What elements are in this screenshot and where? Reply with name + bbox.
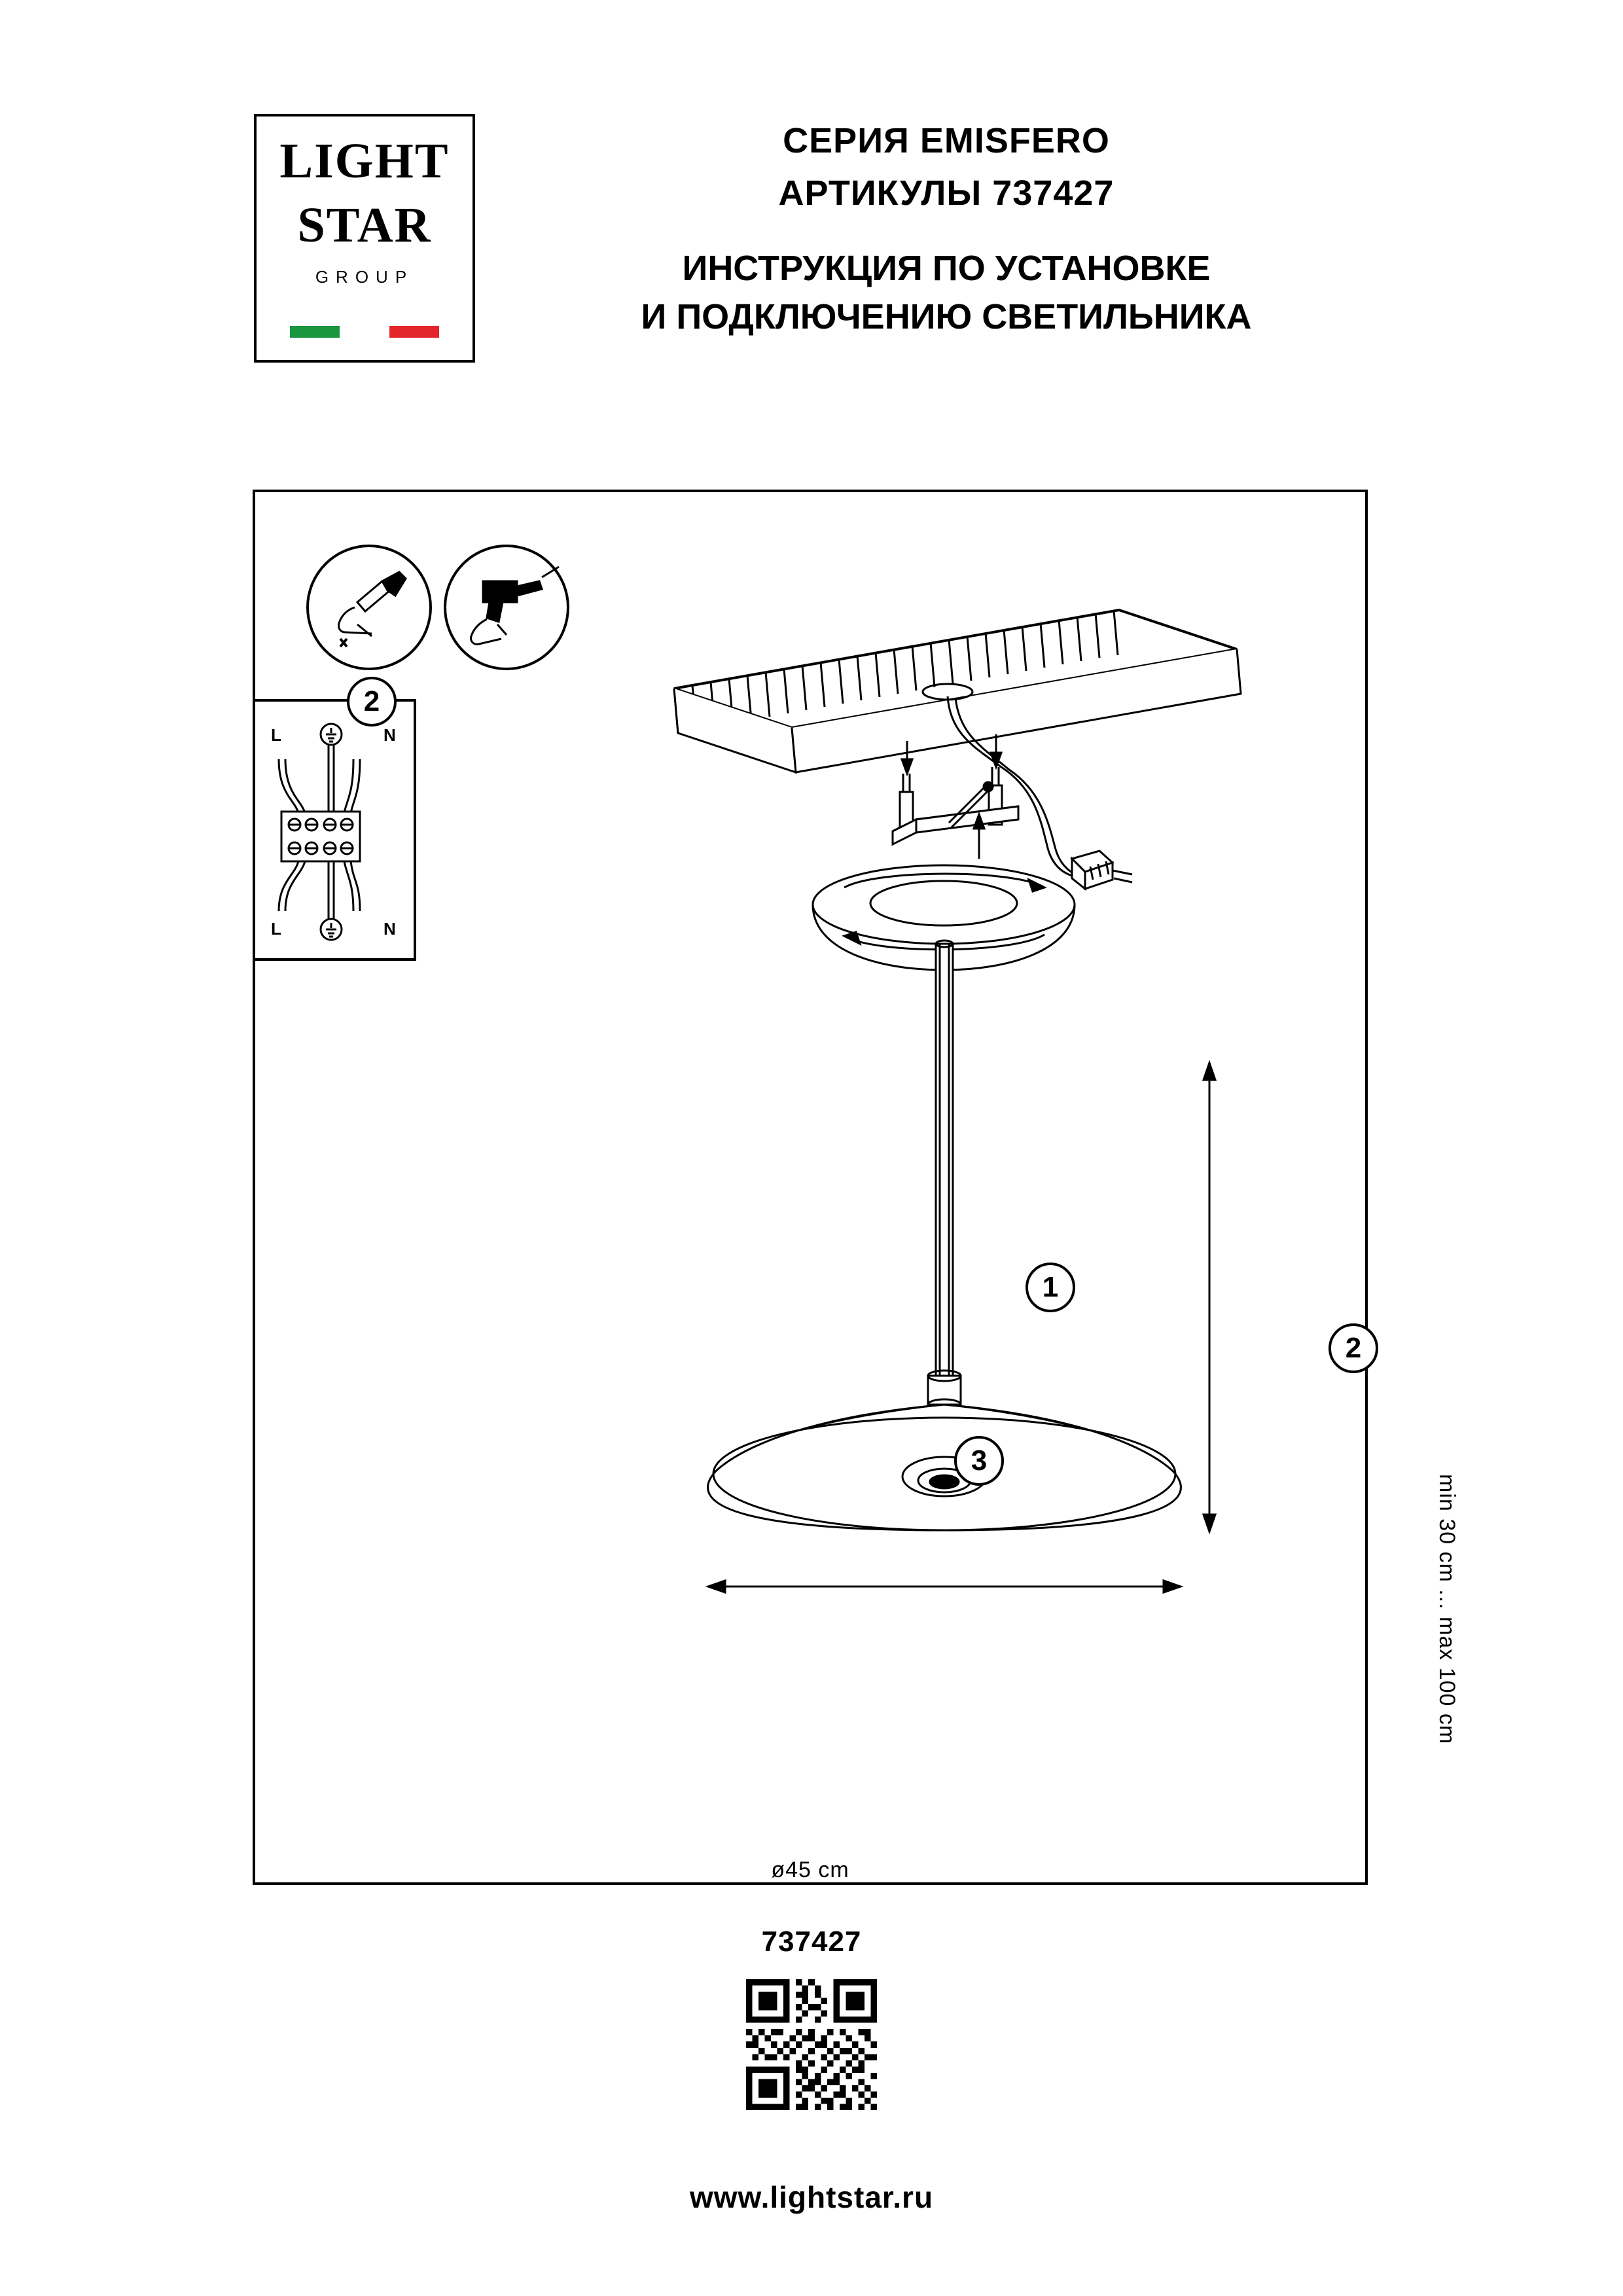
website-url[interactable]: www.lightstar.ru — [689, 2180, 934, 2214]
title-block — [475, 105, 1418, 338]
dimension-vertical-label: min 30 cm ... max 100 cm — [1435, 1474, 1459, 1745]
step-badge-1: 1 — [1026, 1263, 1075, 1312]
step-badge-3: 3 — [954, 1436, 1004, 1486]
instruction-title-line2: И ПОДКЛЮЧЕНИЮ СВЕТИЛЬНИКА — [641, 297, 1252, 337]
qr-code — [746, 1979, 877, 2110]
wiring-label-n-top: N — [383, 725, 396, 745]
wiring-step-number: 2 — [347, 677, 397, 726]
logo-text-star: STAR — [297, 198, 432, 253]
page-header — [0, 105, 1623, 406]
diagram-frame — [253, 490, 1459, 1885]
logo-text-light: LIGHT — [279, 134, 450, 188]
logo-text-group: GROUP — [315, 267, 414, 287]
article-title: АРТИКУЛЫ 737427 — [778, 173, 1115, 213]
italian-flag-icon — [290, 326, 439, 338]
wiring-label-l-top: L — [271, 725, 281, 745]
instruction-title-line1: ИНСТРУКЦИЯ ПО УСТАНОВКЕ — [682, 249, 1211, 289]
wiring-label-n-bottom: N — [383, 919, 396, 939]
series-title: СЕРИЯ EMISFERO — [783, 121, 1110, 160]
product-code: 737427 — [761, 1926, 862, 1958]
wiring-label-l-bottom: L — [271, 919, 281, 939]
step-badge-2: 2 — [1329, 1323, 1378, 1373]
brand-logo — [254, 114, 475, 363]
lamp-assembly-drawing — [255, 492, 1365, 1882]
dimension-horizontal-label: ø45 cm — [771, 1857, 849, 1882]
